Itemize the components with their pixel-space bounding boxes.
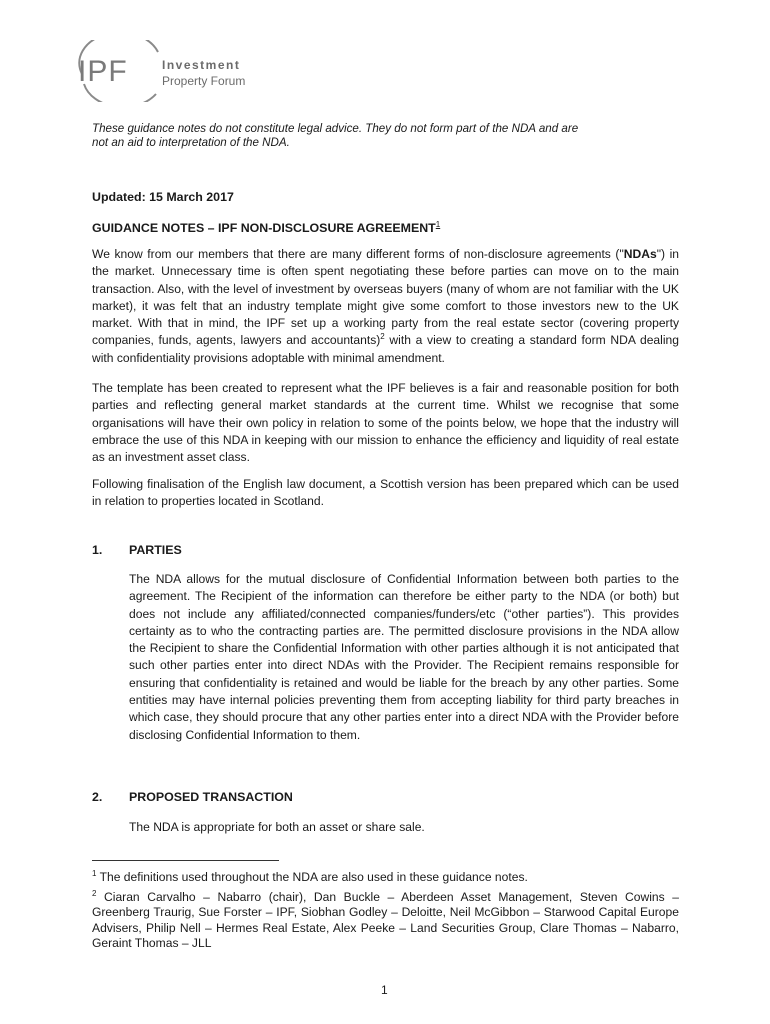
footnote-divider (92, 860, 279, 861)
title-text: GUIDANCE NOTES – IPF NON-DISCLOSURE AGREEMENT (92, 221, 436, 236)
footnote-ref-2[interactable]: 2 (380, 332, 385, 342)
updated-date: Updated: 15 March 2017 (92, 190, 234, 204)
page-title (92, 220, 440, 235)
section-1-number: 1. (92, 543, 103, 557)
footnote-2-marker: 2 (92, 888, 97, 898)
footnote-1-text: The definitions used throughout the NDA are also used in these guidance notes. (96, 870, 528, 885)
intro-paragraph-3: Following finalisation of the English law document, a Scottish version has been prepared which can be used in relation to properties located in Scotland. (92, 477, 679, 509)
logo-line2: Property Forum (162, 74, 246, 88)
p1-text-a: We know from our members that there are many different forms of non-disclosure agreements (" (92, 247, 624, 261)
intro-paragraph-1 (92, 246, 679, 367)
logo-line1: Investment (162, 58, 241, 72)
footnotes (92, 866, 679, 952)
logo-mark: IPF (78, 55, 128, 88)
footnote-2 (92, 886, 679, 952)
section-2-title: PROPOSED TRANSACTION (129, 790, 293, 804)
p1-bold-term: NDAs (623, 247, 657, 261)
section-1-body: The NDA allows for the mutual disclosure of Confidential Information between both parties to the agreement. The Recipient of the information can therefore be either party to the NDA (or both) but does not include any affiliated/connected companies/funders/etc (“other parties”). This provides certainty as to who the contracting parties are. The permitted disclosure provisions in the NDA allow the Recipient to share the Confidential Information with other parties although it is not anticipated that such other parties enter into direct NDAs with the Provider. The Recipient remains responsible for ensuring that confidentiality is retained and would be liable for the breach by any other parties. Some entities may have internal policies preventing them from accepting liability for third party breaches in which case, they should procure that any other parties enter into a direct NDA with the Provider before disclosing Confidential Information to them. (129, 572, 679, 742)
disclaimer: These guidance notes do not constitute legal advice. They do not form part of the NDA and are not an aid to interpretation of the NDA. (92, 122, 579, 149)
intro-paragraph-2: The template has been created to represent what the IPF believes is a fair and reasonable position for both parties and reflecting general market standards at the current time. Whilst we recognise that some organisations will have their own policy in relation to some of the points below, we hope that the industry will embrace the use of this NDA in keeping with our mission to enhance the efficiency and liquidity of real estate as an investment asset class. (92, 381, 679, 465)
footnote-1 (92, 866, 679, 886)
footnote-1-marker: 1 (92, 869, 97, 878)
section-2-body: The NDA is appropriate for both an asset or share sale. (129, 820, 425, 834)
footnote-ref-1[interactable]: 1 (435, 220, 441, 229)
page-number: 1 (381, 983, 388, 997)
p1-text-c: with a view to creating a standard form NDA dealing with confidentiality provisions adoptable with minimal amendment. (92, 333, 679, 365)
p1-text-b: ") in the market. Unnecessary time is often spent negotiating these before parties can move on to the main transaction. Also, with the level of investment by overseas buyers (many of whom are not familiar with the UK market), it was felt that an industry template might give some comfort to those investors new to the UK market. With that in mind, the IPF set up a working party from the real estate sector (covering property companies, funds, agents, lawyers and accountants) (92, 247, 679, 348)
section-1-title: PARTIES (129, 543, 182, 557)
section-2-number: 2. (92, 790, 103, 804)
footnote-2-text: Ciaran Carvalho – Nabarro (chair), Dan Buckle – Aberdeen Asset Management, Steven Cowins – Greenberg Traurig, Sue Forster – IPF, Siobhan Godley – Deloitte, Neil McGibbon – Starwood Capital Europe Advisers, Philip Nell – Hermes Real Estate, Alex Peeke – Land Securities Group, Clare Thomas – Nabarro, Geraint Thomas – JLL (92, 889, 679, 951)
ipf-logo (78, 40, 248, 102)
